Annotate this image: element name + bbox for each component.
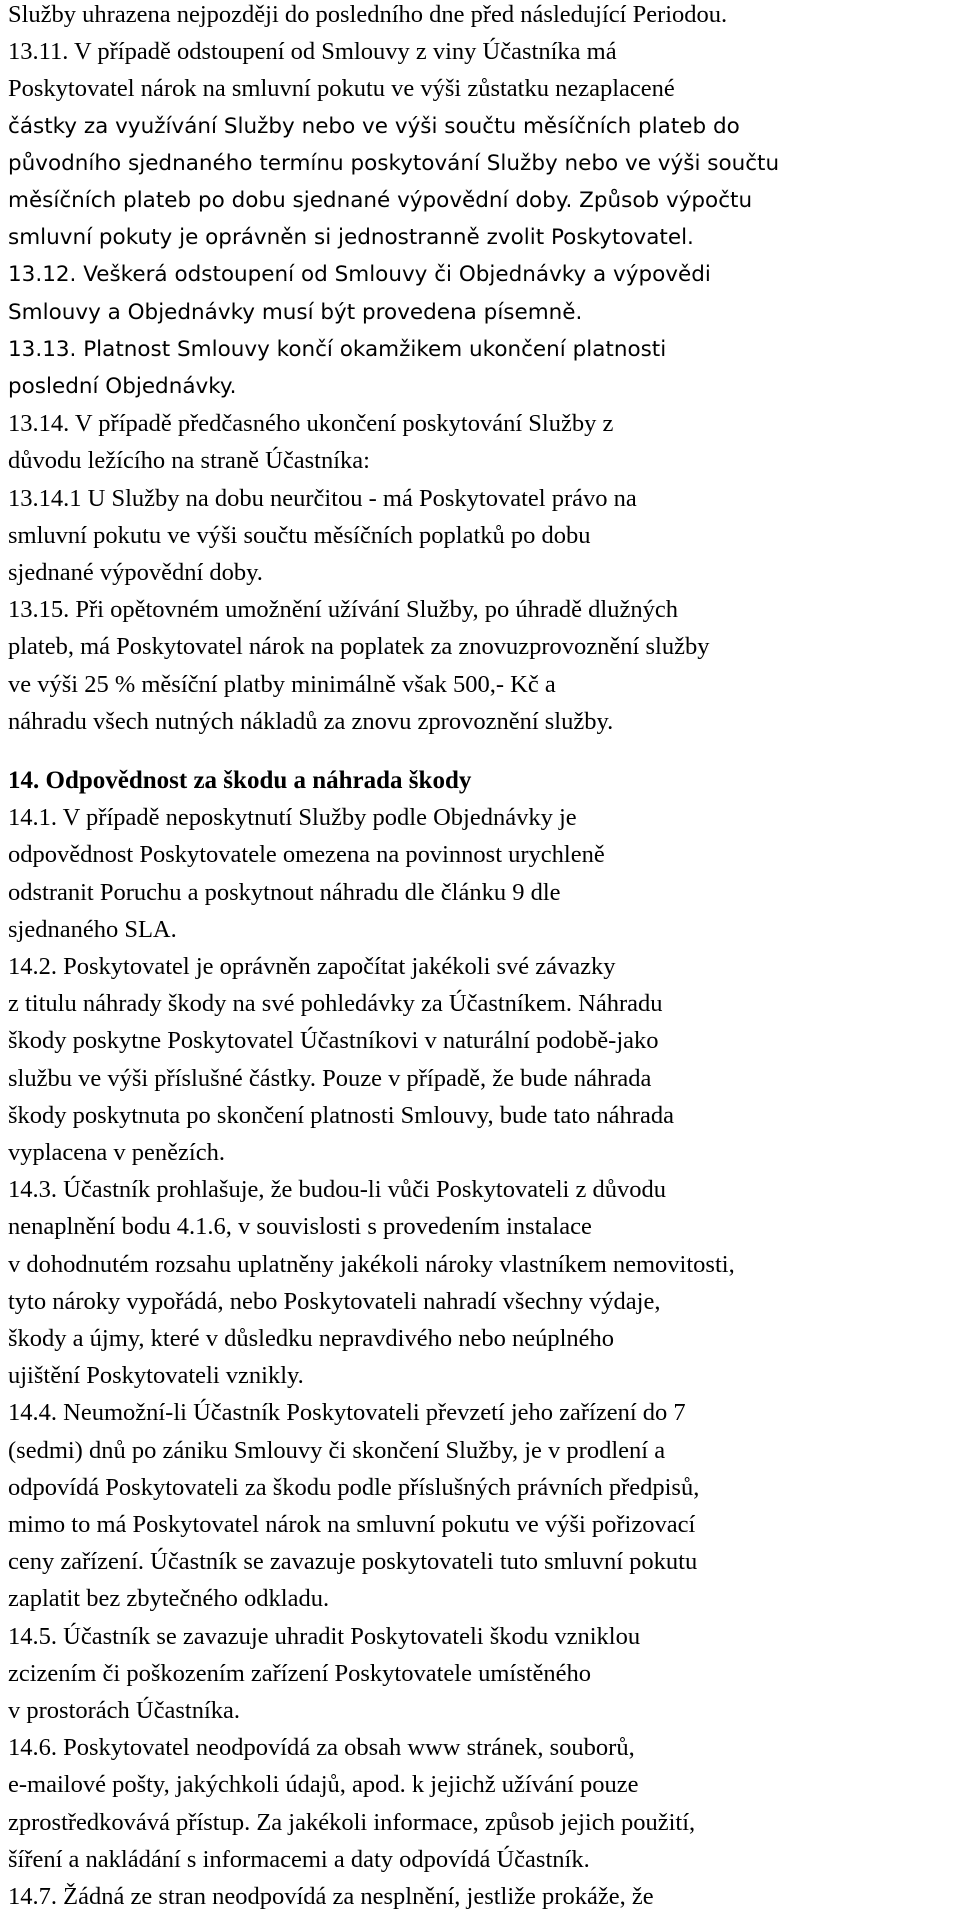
text-line: z titulu náhrady škody na své pohledávky za Účastníkem. Náhradu xyxy=(8,990,663,1017)
text-line: částky za využívání Služby nebo ve výši součtu měsíčních plateb do xyxy=(8,114,740,139)
text-line: měsíčních plateb po dobu sjednané výpovědní doby. Způsob výpočtu xyxy=(8,188,753,213)
text-line: poslední Objednávky. xyxy=(8,374,237,399)
text-line: v prostorách Účastníka. xyxy=(8,1697,240,1724)
text-line: 14.1. V případě neposkytnutí Služby podle Objednávky je xyxy=(8,804,577,831)
text-line: v dohodnutém rozsahu uplatněny jakékoli nároky vlastníkem nemovitosti, xyxy=(8,1251,735,1278)
text-line: plateb, má Poskytovatel nárok na poplatek za znovuzprovoznění služby xyxy=(8,633,710,660)
text-line: 14.2. Poskytovatel je oprávněn započítat jakékoli své závazky xyxy=(8,953,616,980)
text-line: 14.4. Neumožní-li Účastník Poskytovateli převzetí jeho zařízení do 7 xyxy=(8,1399,686,1426)
text-line: Poskytovatel nárok na smluvní pokutu ve výši zůstatku nezaplacené xyxy=(8,75,675,102)
text-line: 14.7. Žádná ze stran neodpovídá za nesplnění, jestliže prokáže, že xyxy=(8,1883,654,1910)
text-line: 13.11. V případě odstoupení od Smlouvy z viny Účastníka má xyxy=(8,38,617,65)
text-line: službu ve výši příslušné částky. Pouze v případě, že bude náhrada xyxy=(8,1065,652,1092)
text-line: odpovědnost Poskytovatele omezena na povinnost urychleně xyxy=(8,841,605,868)
text-line: mimo to má Poskytovatel nárok na smluvní pokutu ve výši pořizovací xyxy=(8,1511,696,1538)
text-line: 13.15. Při opětovném umožnění užívání Služby, po úhradě dlužných xyxy=(8,596,678,623)
text-line: 14.3. Účastník prohlašuje, že budou-li vůči Poskytovateli z důvodu xyxy=(8,1176,666,1203)
text-line: 13.12. Veškerá odstoupení od Smlouvy či Objednávky a výpovědi xyxy=(8,262,711,287)
text-line: 13.13. Platnost Smlouvy končí okamžikem ukončení platnosti xyxy=(8,337,667,362)
text-line: 13.14.1 U Služby na dobu neurčitou - má Poskytovatel právo na xyxy=(8,485,637,512)
text-line: sjednané výpovědní doby. xyxy=(8,559,263,586)
text-line: 14.6. Poskytovatel neodpovídá za obsah www stránek, souborů, xyxy=(8,1734,635,1761)
text-line: zaplatit bez zbytečného odkladu. xyxy=(8,1585,330,1612)
text-line: ujištění Poskytovateli vznikly. xyxy=(8,1362,304,1389)
text-line: ceny zařízení. Účastník se zavazuje poskytovateli tuto smluvní pokutu xyxy=(8,1548,698,1575)
text-line: šíření a nakládání s informacemi a daty odpovídá Účastník. xyxy=(8,1846,590,1873)
text-line: odpovídá Poskytovateli za škodu podle příslušných právních předpisů, xyxy=(8,1474,700,1501)
text-line: odstranit Poruchu a poskytnout náhradu dle článku 9 dle xyxy=(8,879,561,906)
text-line: náhradu všech nutných nákladů za znovu zprovoznění služby. xyxy=(8,708,614,735)
text-line: sjednaného SLA. xyxy=(8,916,177,943)
text-line: tyto nároky vypořádá, nebo Poskytovateli nahradí všechny výdaje, xyxy=(8,1288,661,1315)
text-line: důvodu ležícího na straně Účastníka: xyxy=(8,447,370,474)
text-line: 14.5. Účastník se zavazuje uhradit Poskytovateli škodu vzniklou xyxy=(8,1623,641,1650)
text-line: nenaplnění bodu 4.1.6, v souvislosti s provedením instalace xyxy=(8,1213,592,1240)
text-line: zcizením či poškozením zařízení Poskytovatele umístěného xyxy=(8,1660,592,1687)
text-line: škody a újmy, které v důsledku nepravdivého nebo neúplného xyxy=(8,1325,615,1352)
text-line: smluvní pokuty je oprávněn si jednostranně zvolit Poskytovatel. xyxy=(8,225,694,250)
text-line: 13.14. V případě předčasného ukončení poskytování Služby z xyxy=(8,410,614,437)
section-heading: 14. Odpovědnost za škodu a náhrada škody xyxy=(8,767,472,794)
text-line: ve výši 25 % měsíční platby minimálně však 500,- Kč a xyxy=(8,671,556,698)
text-line: vyplacena v penězích. xyxy=(8,1139,225,1166)
text-line: škody poskytnuta po skončení platnosti Smlouvy, bude tato náhrada xyxy=(8,1102,674,1129)
text-line: původního sjednaného termínu poskytování Služby nebo ve výši součtu xyxy=(8,151,780,176)
text-line: Služby uhrazena nejpozději do posledního dne před následující Periodou. xyxy=(8,1,728,28)
text-line: zprostředkovává přístup. Za jakékoli informace, způsob jejich použití, xyxy=(8,1809,696,1836)
text-line: e-mailové pošty, jakýchkoli údajů, apod. k jejichž užívání pouze xyxy=(8,1771,639,1798)
text-line: škody poskytne Poskytovatel Účastníkovi v naturální podobě-jako xyxy=(8,1027,659,1054)
text-line: Smlouvy a Objednávky musí být provedena písemně. xyxy=(8,300,583,325)
text-line: smluvní pokutu ve výši součtu měsíčních poplatků po dobu xyxy=(8,522,591,549)
text-line: (sedmi) dnů po zániku Smlouvy či skončení Služby, je v prodlení a xyxy=(8,1437,666,1464)
